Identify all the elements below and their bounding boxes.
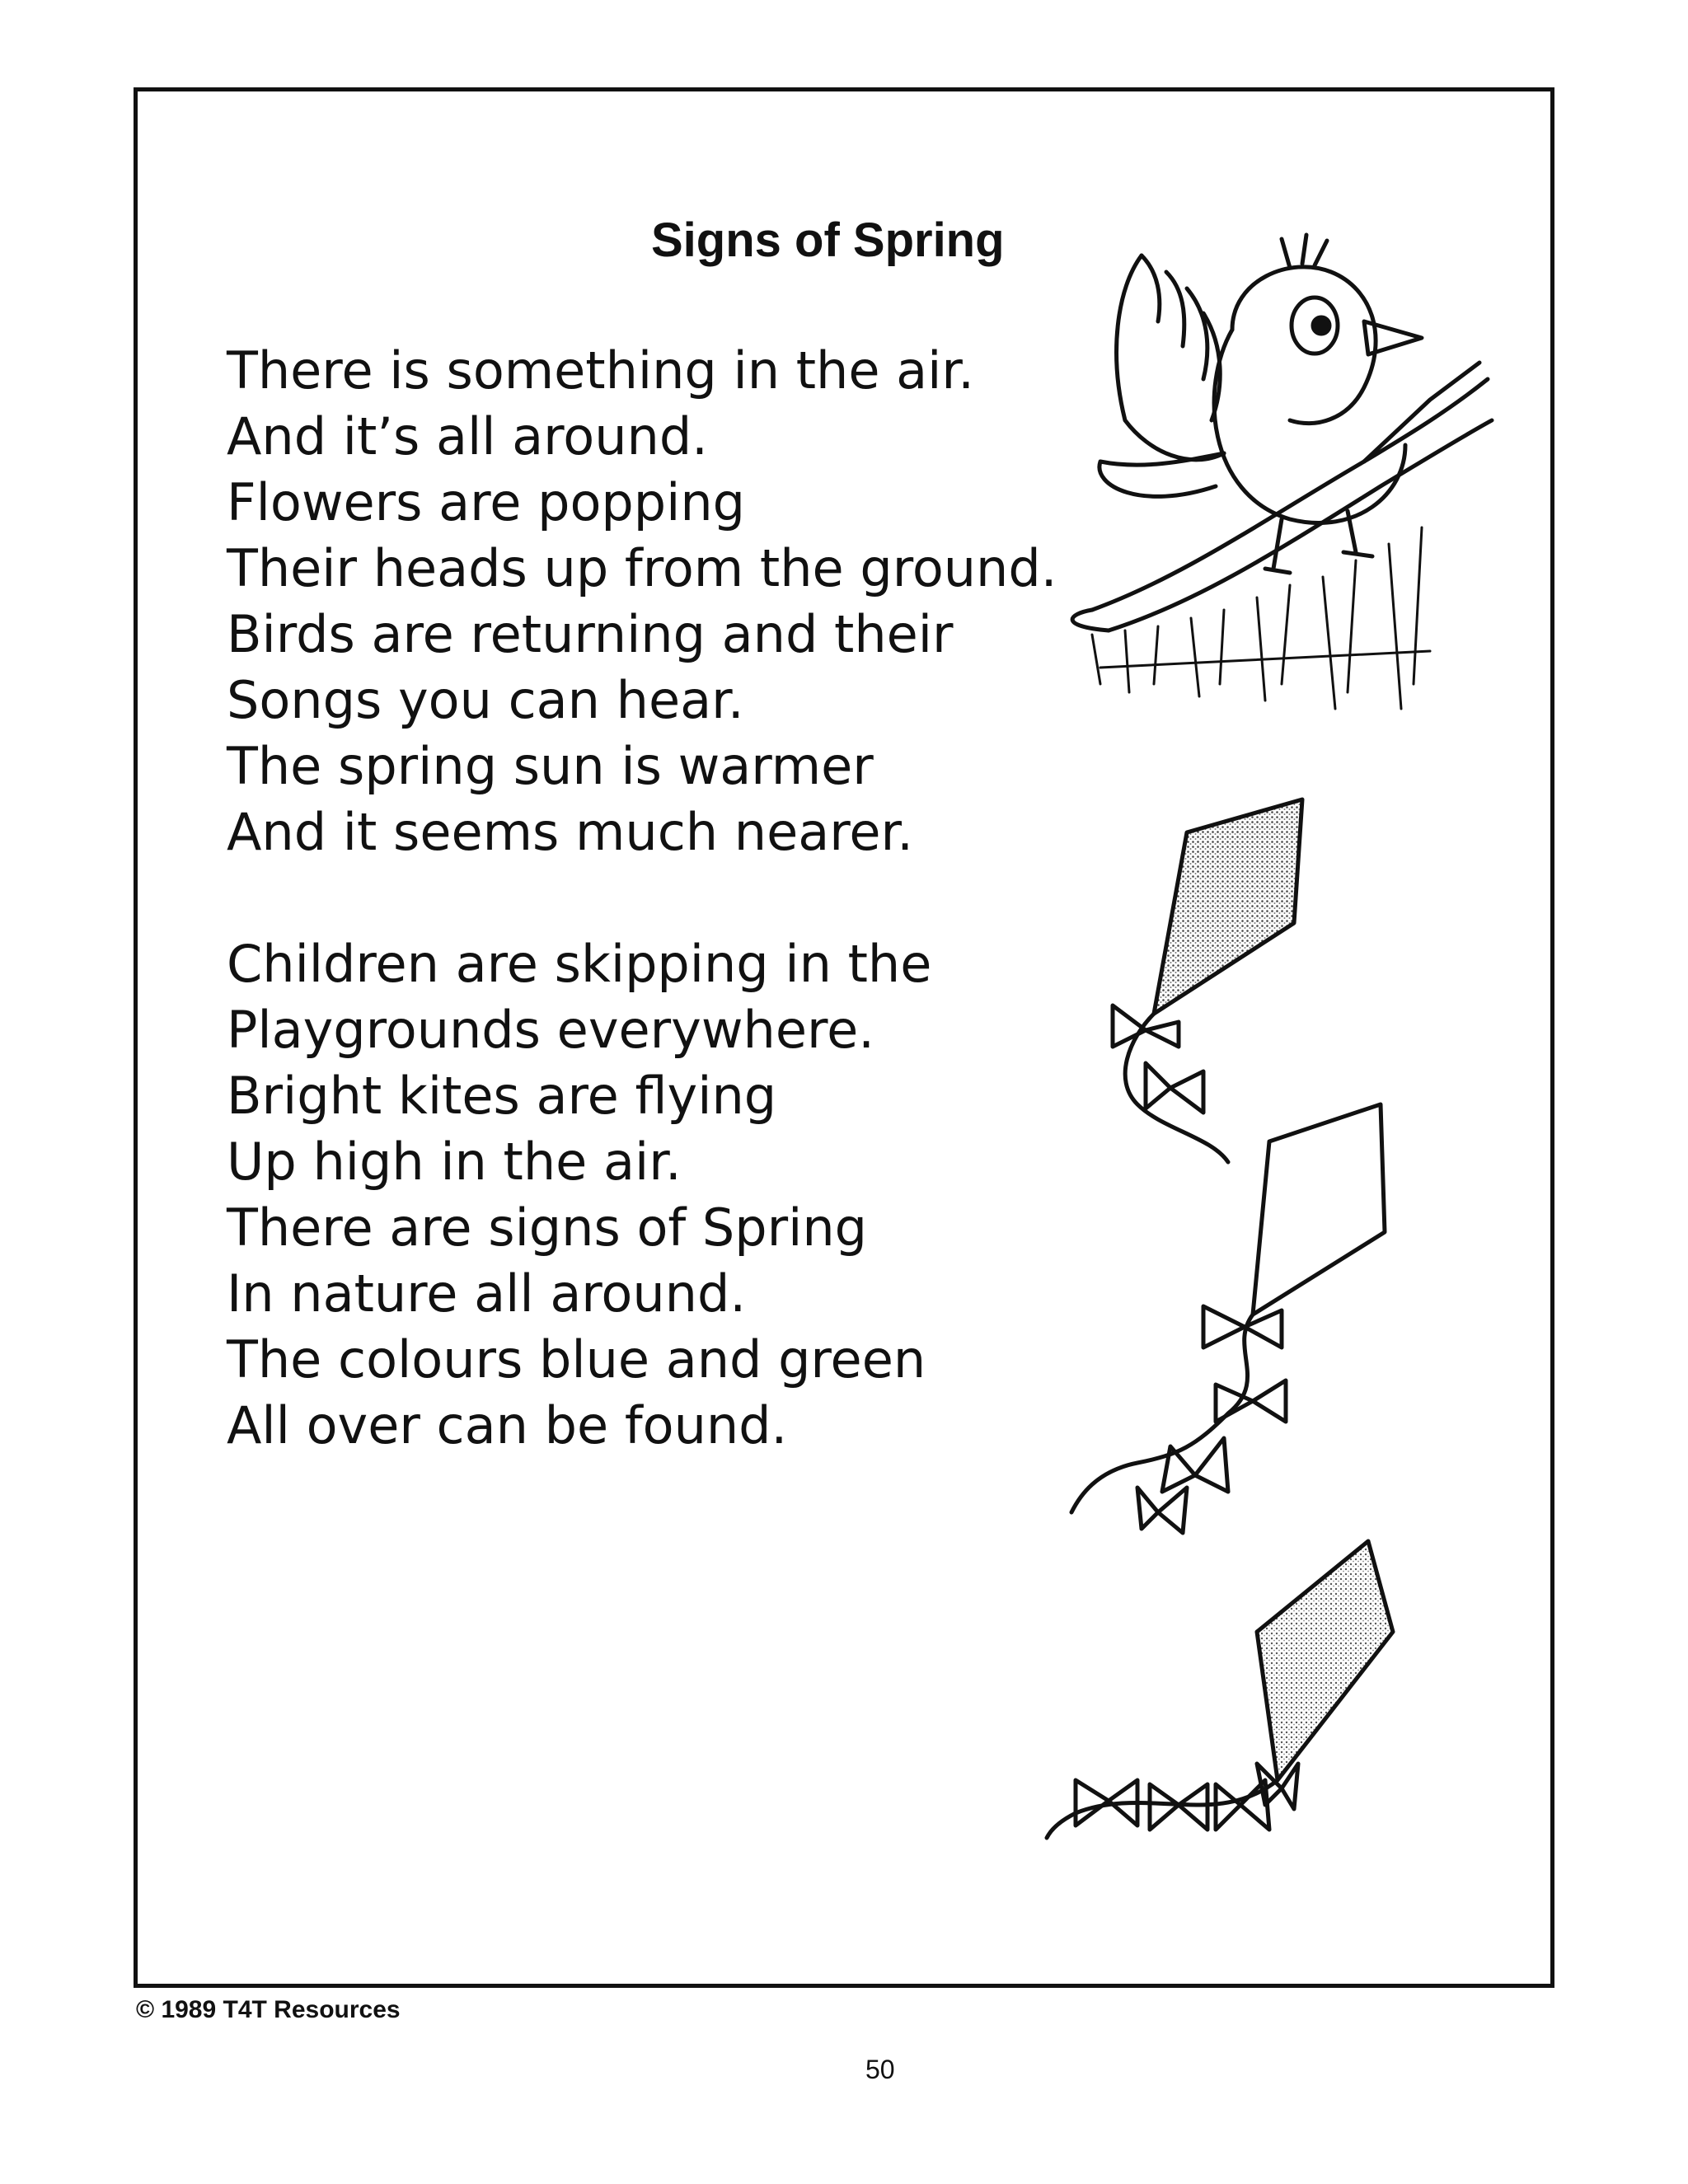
poem-line: Children are skipping in the (227, 934, 932, 994)
kite-shaded-bottom (1043, 1533, 1414, 1863)
poem-line: In nature all around. (227, 1263, 747, 1324)
copyright-notice: © 1989 T4T Resources (136, 1996, 401, 2023)
poem-line: Bright kites are flying (227, 1066, 777, 1126)
poem-line: The colours blue and green (227, 1329, 926, 1390)
kite-outline-middle (1063, 1100, 1409, 1562)
bird-illustration (1018, 223, 1504, 725)
poem-line: All over can be found. (227, 1395, 788, 1455)
poem-line: And it seems much nearer. (227, 802, 914, 862)
poem-line: There are signs of Spring (227, 1197, 867, 1258)
poem-title: Signs of Spring (651, 213, 1005, 267)
poem-line: And it’s all around. (227, 406, 708, 466)
poem-line: There is something in the air. (227, 340, 974, 401)
poem-line: Playgrounds everywhere. (227, 1000, 874, 1060)
poem-line: Their heads up from the ground. (227, 538, 1057, 598)
poem-line: The spring sun is warmer (227, 736, 874, 796)
poem-line: Birds are returning and their (227, 604, 954, 664)
stanza-2 (227, 931, 931, 1459)
stanza-1 (227, 338, 1057, 865)
page-number: 50 (865, 2055, 895, 2084)
poem-line: Flowers are popping (227, 472, 746, 532)
poem-line: Up high in the air. (227, 1132, 682, 1192)
poem-line: Songs you can hear. (227, 670, 744, 730)
